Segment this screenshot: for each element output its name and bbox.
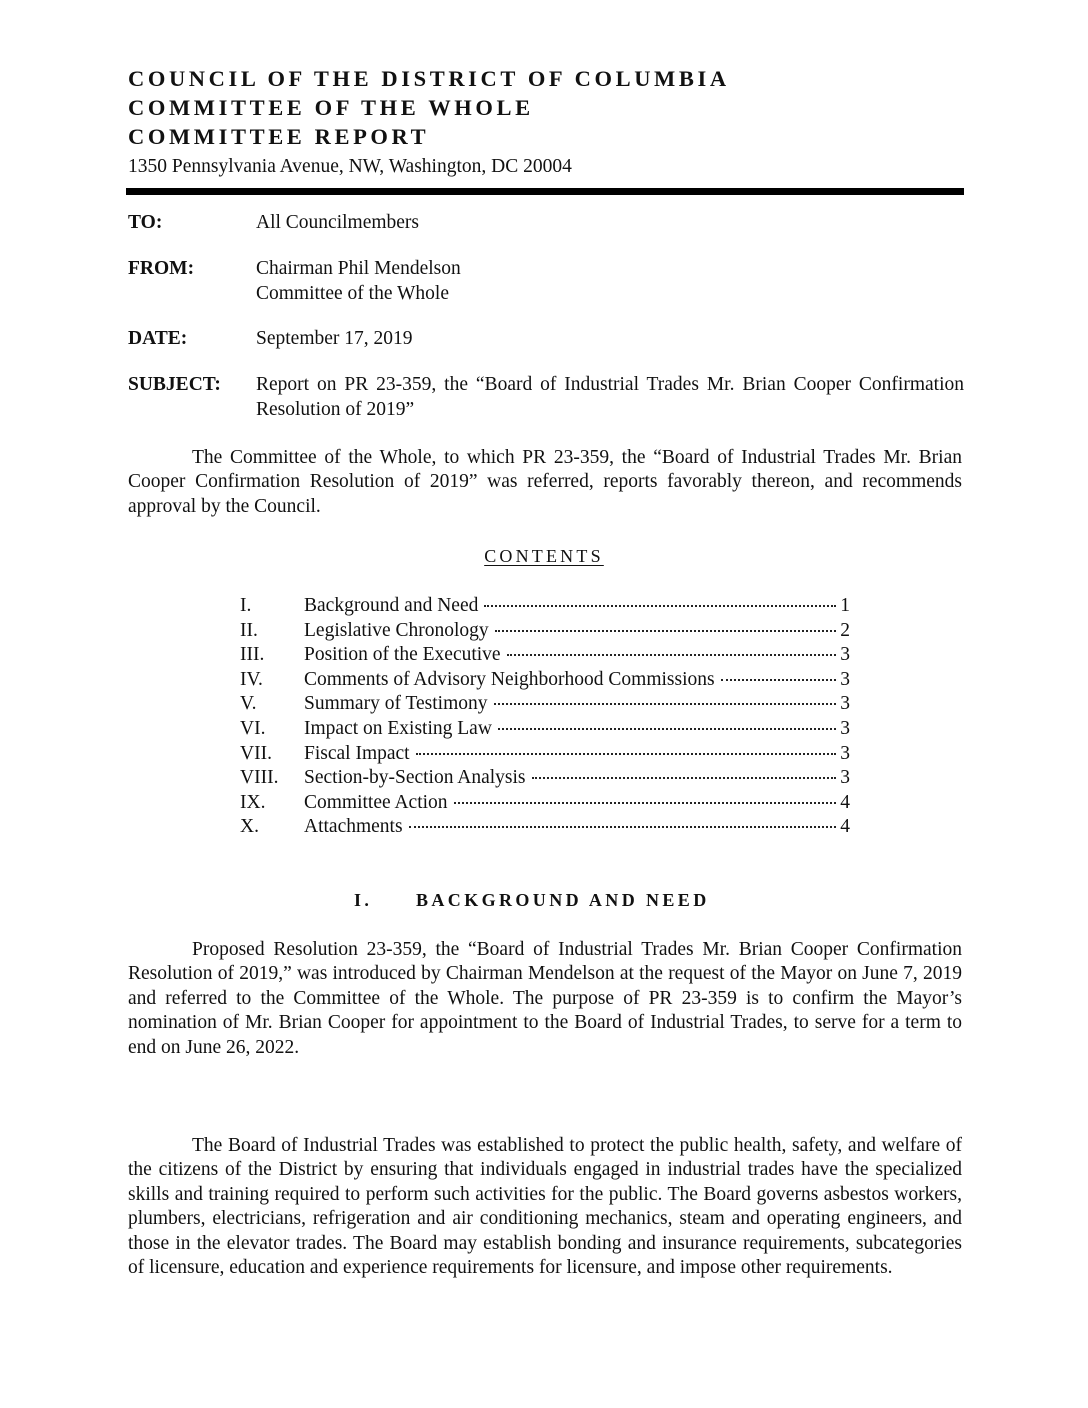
memo-from [128, 256, 964, 306]
toc-entry [240, 791, 850, 816]
toc-dot-leader [409, 825, 836, 828]
toc-entry-page: 4 [840, 816, 850, 838]
toc-entry-number: VI. [240, 717, 266, 739]
toc-dot-leader [498, 727, 836, 730]
toc-entry-page: 2 [840, 619, 850, 641]
toc-entry-number: X. [240, 816, 259, 838]
from-committee: Committee of the Whole [256, 283, 449, 304]
toc-entry-number: IV. [240, 668, 263, 690]
toc-entry [240, 742, 850, 767]
toc-dot-leader [532, 776, 836, 779]
toc-entry-page: 1 [840, 595, 850, 616]
memo-subject [128, 372, 964, 422]
toc-dot-leader [494, 702, 836, 705]
date-value: September 17, 2019 [256, 328, 413, 349]
toc-entry [240, 643, 850, 668]
background-paragraph-2: The Board of Industrial Trades was established to protect the public health, safety, and welfare of the citizens of the District by ensuring that individuals engaged in industrial trades have the specialized skills and training required to perform such activities for the public. The Board governs asbestos workers, plumbers, electricians, refrigeration and air conditioning mechanics, steam and operating engineers, and those in the elevator trades. The Board may establish bonding and insurance requirements, subcategories of licensure, education and experience requirements for licensure, and impose other requirements. [128, 1135, 962, 1279]
toc-entry [240, 619, 850, 644]
toc-dot-leader [416, 752, 836, 755]
memo-date [128, 326, 964, 351]
header-rule [126, 188, 964, 195]
background-paragraph-1: Proposed Resolution 23-359, the “Board of Industrial Trades Mr. Brian Cooper Confirmation Resolution of 2019,” was introduced by Chairman Mendelson at the request of the Mayor on June 7, 2019 and referred to the Committee of the Whole. The purpose of PR 23-359 is to confirm the Mayor’s nomination of Mr. Brian Cooper for appointment to the Board of Industrial Trades, to serve for a term to end on June 26, 2022. [128, 939, 962, 1058]
report-header [128, 64, 968, 180]
toc-entry-title: Comments of Advisory Neighborhood Commissions [304, 668, 715, 690]
toc-entry-page: 3 [840, 644, 850, 666]
toc-entry-page: 3 [840, 693, 850, 715]
toc-dot-leader [495, 629, 836, 632]
toc-dot-leader [454, 801, 836, 804]
toc-entry-number: III. [240, 644, 265, 666]
toc-entry-page: 4 [840, 791, 850, 813]
toc-entry [240, 717, 850, 742]
toc-dot-leader [721, 678, 836, 681]
toc-entry [240, 766, 850, 791]
intro-paragraph: The Committee of the Whole, to which PR 23-359, the “Board of Industrial Trades Mr. Brian Cooper Confirmation Resolution of 2019” was referred, reports favorably thereon, and recommends approval by the Council. [128, 447, 962, 517]
date-label: DATE: [128, 328, 188, 349]
toc-entry-page: 3 [840, 717, 850, 739]
council-address: 1350 Pennsylvania Avenue, NW, Washington, DC 20004 [128, 156, 572, 177]
subject-value: Report on PR 23-359, the “Board of Industrial Trades Mr. Brian Cooper Confirmation Resolution of 2019” [256, 374, 964, 420]
toc-entry-title: Summary of Testimony [304, 693, 488, 715]
memo-to [128, 210, 964, 235]
to-value: All Councilmembers [256, 212, 420, 233]
toc-entry-title: Background and Need [304, 595, 479, 616]
contents-heading: CONTENTS [484, 546, 604, 566]
section-title: BACKGROUND AND NEED [416, 890, 710, 910]
subject-label: SUBJECT: [128, 374, 221, 395]
report-type: COMMITTEE REPORT [128, 124, 430, 149]
toc-dot-leader [484, 604, 836, 607]
to-label: TO: [128, 212, 163, 233]
from-label: FROM: [128, 258, 195, 279]
toc-entry-page: 3 [840, 742, 850, 764]
toc-entry-title: Attachments [304, 816, 403, 838]
toc-entry-number: I. [240, 595, 252, 616]
from-name: Chairman Phil Mendelson [256, 258, 461, 279]
toc-entry-page: 3 [840, 767, 850, 789]
toc-entry [240, 692, 850, 717]
toc-entry-title: Legislative Chronology [304, 619, 489, 641]
toc-entry-title: Section-by-Section Analysis [304, 767, 526, 789]
committee-name: COMMITTEE OF THE WHOLE [128, 95, 534, 120]
toc-entry-title: Position of the Executive [304, 644, 501, 666]
toc-entry-page: 3 [840, 668, 850, 690]
table-of-contents [240, 594, 850, 840]
toc-entry-number: V. [240, 693, 257, 715]
toc-entry-number: IX. [240, 791, 266, 813]
toc-entry-title: Committee Action [304, 791, 448, 813]
toc-entry-number: VIII. [240, 767, 279, 789]
toc-entry [240, 668, 850, 693]
toc-entry-title: Impact on Existing Law [304, 717, 492, 739]
toc-entry [240, 815, 850, 840]
toc-entry [240, 594, 850, 619]
toc-entry-number: II. [240, 619, 258, 641]
toc-dot-leader [507, 653, 836, 656]
section-number: I. [354, 890, 373, 910]
toc-entry-number: VII. [240, 742, 272, 764]
toc-entry-title: Fiscal Impact [304, 742, 410, 764]
council-name: COUNCIL OF THE DISTRICT OF COLUMBIA [128, 66, 730, 91]
